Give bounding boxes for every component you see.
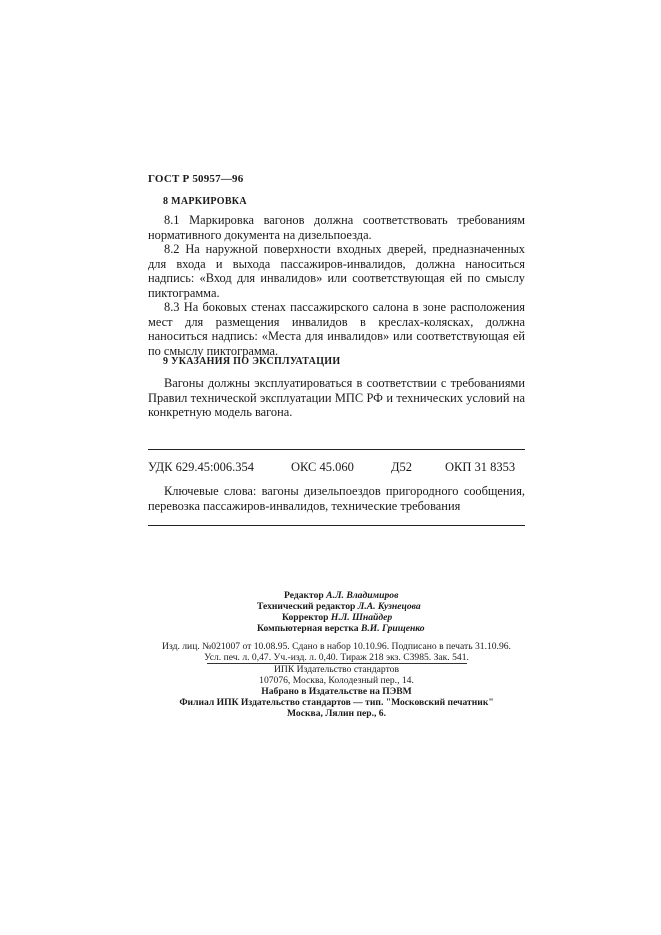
credits bbox=[240, 590, 460, 634]
bottom-rule bbox=[148, 525, 525, 526]
imprint-line-1: Изд. лиц. №021007 от 10.08.95. Сдано в набор 10.10.96. Подписано в печать 31.10.96. bbox=[162, 641, 511, 652]
udk-code: УДК 629.45:006.354 bbox=[148, 460, 255, 474]
paragraph-9: Вагоны должны эксплуатироваться в соответствии с требованиями Правил технической эксплуатации МПС РФ и технических условий на конкретную модель вагона. bbox=[148, 376, 525, 419]
section-8-title: 8 МАРКИРОВКА bbox=[163, 196, 247, 207]
imprint-block bbox=[148, 641, 525, 719]
section-8-body bbox=[148, 213, 525, 358]
branch-printer: Филиал ИПК Издательство стандартов — тип. "Московский печатник" bbox=[179, 697, 494, 708]
standard-header: ГОСТ Р 50957—96 bbox=[148, 173, 244, 185]
paragraph-8-1: 8.1 Маркировка вагонов должна соответствовать требованиям нормативного документа на дизельпоезда. bbox=[148, 213, 525, 242]
branch-address: Москва, Лялин пер., 6. bbox=[287, 708, 386, 719]
paragraph-8-2: 8.2 На наружной поверхности входных дверей, предназначенных для входа и выхода пассажиров-инвалидов, должна наноситься надпись: «Вход для инвалидов» или соответствующая ей по смыслу пиктограмма. bbox=[148, 242, 525, 300]
paragraph-8-3: 8.3 На боковых стенах пассажирского салона в зоне расположения мест для размещения инвалидов в креслах-колясках, должна наноситься надпись: «Места для инвалидов» или соответствующая ей по смыслу пиктограмма. bbox=[148, 300, 525, 358]
imprint-line-2: Усл. печ. л. 0,47. Уч.-изд. л. 0,40. Тираж 218 экз. С3985. Зак. 541. bbox=[204, 652, 469, 663]
credit-corrector: Корректор Н.Л. Шнайдер bbox=[282, 612, 393, 623]
top-rule bbox=[148, 449, 525, 450]
d-code: Д52 bbox=[391, 460, 413, 474]
typeset-note: Набрано в Издательстве на ПЭВМ bbox=[261, 686, 412, 697]
credit-layout: Компьютерная верстка В.И. Грищенко bbox=[257, 623, 425, 634]
keywords-block bbox=[148, 484, 525, 513]
oks-code: ОКС 45.060 bbox=[291, 460, 354, 474]
credit-tech-editor: Технический редактор Л.А. Кузнецова bbox=[257, 601, 421, 612]
section-9-title: 9 УКАЗАНИЯ ПО ЭКСПЛУАТАЦИИ bbox=[163, 356, 341, 367]
section-9-body bbox=[148, 376, 525, 420]
publisher-address: 107076, Москва, Колодезный пер., 14. bbox=[259, 675, 414, 686]
credit-editor: Редактор А.Л. Владимиров bbox=[284, 590, 399, 601]
publisher: ИПК Издательство стандартов bbox=[274, 664, 399, 675]
okp-code: ОКП 31 8353 bbox=[445, 460, 516, 474]
keywords: Ключевые слова: вагоны дизельпоездов пригородного сообщения, перевозка пассажиров-инвалидов, технические требования bbox=[148, 484, 525, 513]
